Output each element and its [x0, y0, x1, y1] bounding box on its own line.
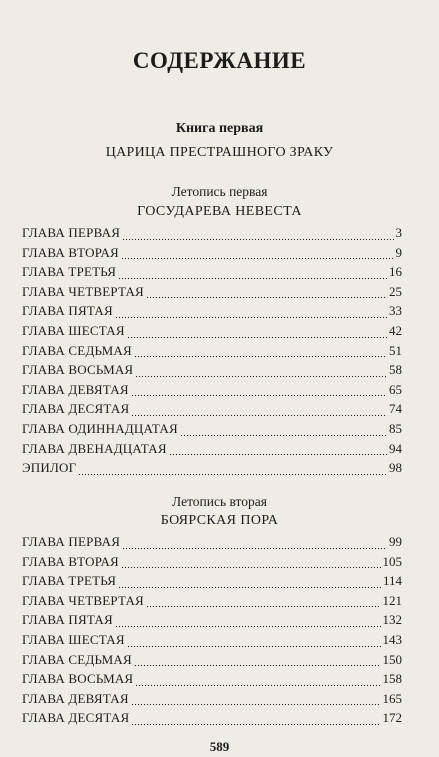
- dot-leader: [127, 645, 381, 649]
- dot-leader: [135, 684, 380, 688]
- toc-entry-title: ГЛАВА ДЕВЯТАЯ: [22, 381, 129, 397]
- dot-leader: [122, 238, 393, 242]
- dot-leader: [78, 473, 387, 477]
- toc-entry-title: ГЛАВА ПЯТАЯ: [22, 612, 113, 628]
- dot-leader: [115, 316, 387, 320]
- toc-entry-page: 143: [382, 631, 402, 647]
- dot-leader: [134, 355, 387, 359]
- toc-entry-page: 98: [389, 460, 402, 476]
- chronicle-1-entries: [22, 225, 402, 480]
- toc-entry-title: ГЛАВА ВОСЬМАЯ: [22, 362, 134, 378]
- toc-entry-title: ГЛАВА ВОСЬМАЯ: [22, 671, 134, 687]
- toc-entry: [22, 362, 402, 382]
- dot-leader: [146, 605, 381, 609]
- toc-entry: [22, 710, 402, 730]
- toc-entry-title: ГЛАВА ДЕСЯТАЯ: [22, 710, 130, 726]
- dot-leader: [118, 277, 387, 281]
- toc-entry: [22, 343, 402, 363]
- toc-entry-page: 58: [389, 362, 402, 378]
- dot-leader: [122, 547, 387, 551]
- toc-entry-title: ГЛАВА ДВЕНАДЦАТАЯ: [22, 440, 167, 456]
- toc-entry: [22, 671, 402, 691]
- toc-entry-page: 74: [389, 401, 402, 417]
- toc-entry-title: ГЛАВА СЕДЬМАЯ: [22, 651, 132, 667]
- toc-entry-title: ГЛАВА СЕДЬМАЯ: [22, 342, 132, 358]
- toc-entry-title: ГЛАВА ШЕСТАЯ: [22, 631, 125, 647]
- toc-entry-page: 51: [389, 342, 402, 358]
- toc-entry: [22, 225, 402, 245]
- toc-entry-title: ЭПИЛОГ: [22, 460, 77, 476]
- dot-leader: [134, 664, 381, 668]
- book-title: ЦАРИЦА ПРЕСТРАШНОГО ЗРАКУ: [105, 145, 334, 160]
- toc-entry-title: ГЛАВА ПЕРВАЯ: [22, 534, 121, 549]
- toc-entry-page: 33: [389, 303, 402, 319]
- toc-entry-page: 132: [382, 612, 402, 628]
- toc-entry-title: ГЛАВА ТРЕТЬЯ: [22, 573, 117, 589]
- toc-entry-title: ГЛАВА ПЕРВАЯ: [22, 225, 121, 240]
- dot-leader: [121, 257, 394, 261]
- dot-leader: [180, 434, 387, 438]
- dot-leader: [127, 336, 387, 340]
- chronicle-2-entries: [22, 534, 402, 730]
- toc-entry-title: ГЛАВА ОДИННАДЦАТАЯ: [22, 420, 178, 436]
- dot-leader: [169, 453, 387, 457]
- toc-entry-page: 9: [395, 244, 402, 260]
- toc-entry-title: ГЛАВА ВТОРАЯ: [22, 553, 119, 569]
- toc-entry-page: 150: [382, 651, 402, 667]
- toc-entry: [22, 573, 402, 593]
- toc-entry-page: 16: [389, 264, 402, 280]
- toc-entry: [22, 421, 402, 441]
- page-title: СОДЕРЖАНИЕ: [132, 48, 307, 73]
- dot-leader: [135, 375, 387, 379]
- book-label: Книга первая: [175, 121, 264, 136]
- toc-entry-title: ГЛАВА ПЯТАЯ: [22, 303, 113, 319]
- toc-entry: [22, 323, 402, 343]
- toc-entry-page: 65: [389, 381, 402, 397]
- toc-entry-title: ГЛАВА ВТОРАЯ: [22, 244, 119, 260]
- toc-entry-page: 121: [382, 592, 402, 608]
- dot-leader: [131, 394, 387, 398]
- dot-leader: [115, 625, 381, 629]
- toc-entry-page: 172: [382, 710, 402, 726]
- toc-entry: [22, 612, 402, 632]
- toc-entry: [22, 534, 402, 554]
- toc-entry: [22, 382, 402, 402]
- toc-entry-page: 94: [389, 440, 402, 456]
- toc-entry: [22, 554, 402, 574]
- toc-entry: [22, 691, 402, 711]
- toc-entry-page: 3: [395, 225, 402, 240]
- toc-entry-page: 114: [382, 573, 402, 589]
- toc-entry-title: ГЛАВА ДЕВЯТАЯ: [22, 690, 129, 706]
- toc-entry-page: 158: [382, 671, 402, 687]
- toc-entry: [22, 652, 402, 672]
- chronicle-1-title: ГОСУДАРЕВА НЕВЕСТА: [137, 204, 302, 219]
- toc-entry-page: 42: [389, 322, 402, 338]
- dot-leader: [131, 703, 381, 707]
- dot-leader: [131, 414, 387, 418]
- toc-entry-title: ГЛАВА ШЕСТАЯ: [22, 322, 125, 338]
- toc-entry: [22, 401, 402, 421]
- toc-entry-title: ГЛАВА ТРЕТЬЯ: [22, 264, 117, 280]
- toc-entry-page: 165: [382, 690, 402, 706]
- dot-leader: [131, 723, 380, 727]
- toc-entry-title: ГЛАВА ДЕСЯТАЯ: [22, 401, 130, 417]
- toc-entry: [22, 460, 402, 480]
- chronicle-2-label: Летопись вторая: [172, 494, 267, 509]
- toc-entry: [22, 264, 402, 284]
- toc-entry-page: 105: [382, 553, 402, 569]
- toc-entry-title: ГЛАВА ЧЕТВЕРТАЯ: [22, 592, 144, 608]
- toc-entry: [22, 441, 402, 461]
- toc-entry: [22, 284, 402, 304]
- chronicle-1-label: Летопись первая: [171, 184, 268, 199]
- toc-entry-page: 99: [389, 534, 402, 549]
- dot-leader: [121, 566, 381, 570]
- dot-leader: [118, 586, 381, 590]
- toc-entry-page: 25: [389, 283, 402, 299]
- toc-entry: [22, 245, 402, 265]
- page-number: 589: [209, 739, 230, 754]
- toc-entry-page: 85: [389, 420, 402, 436]
- toc-entry-title: ГЛАВА ЧЕТВЕРТАЯ: [22, 283, 144, 299]
- dot-leader: [146, 296, 387, 300]
- toc-entry: [22, 593, 402, 613]
- toc-entry: [22, 303, 402, 323]
- toc-entry: [22, 632, 402, 652]
- chronicle-2-title: БОЯРСКАЯ ПОРА: [160, 513, 279, 528]
